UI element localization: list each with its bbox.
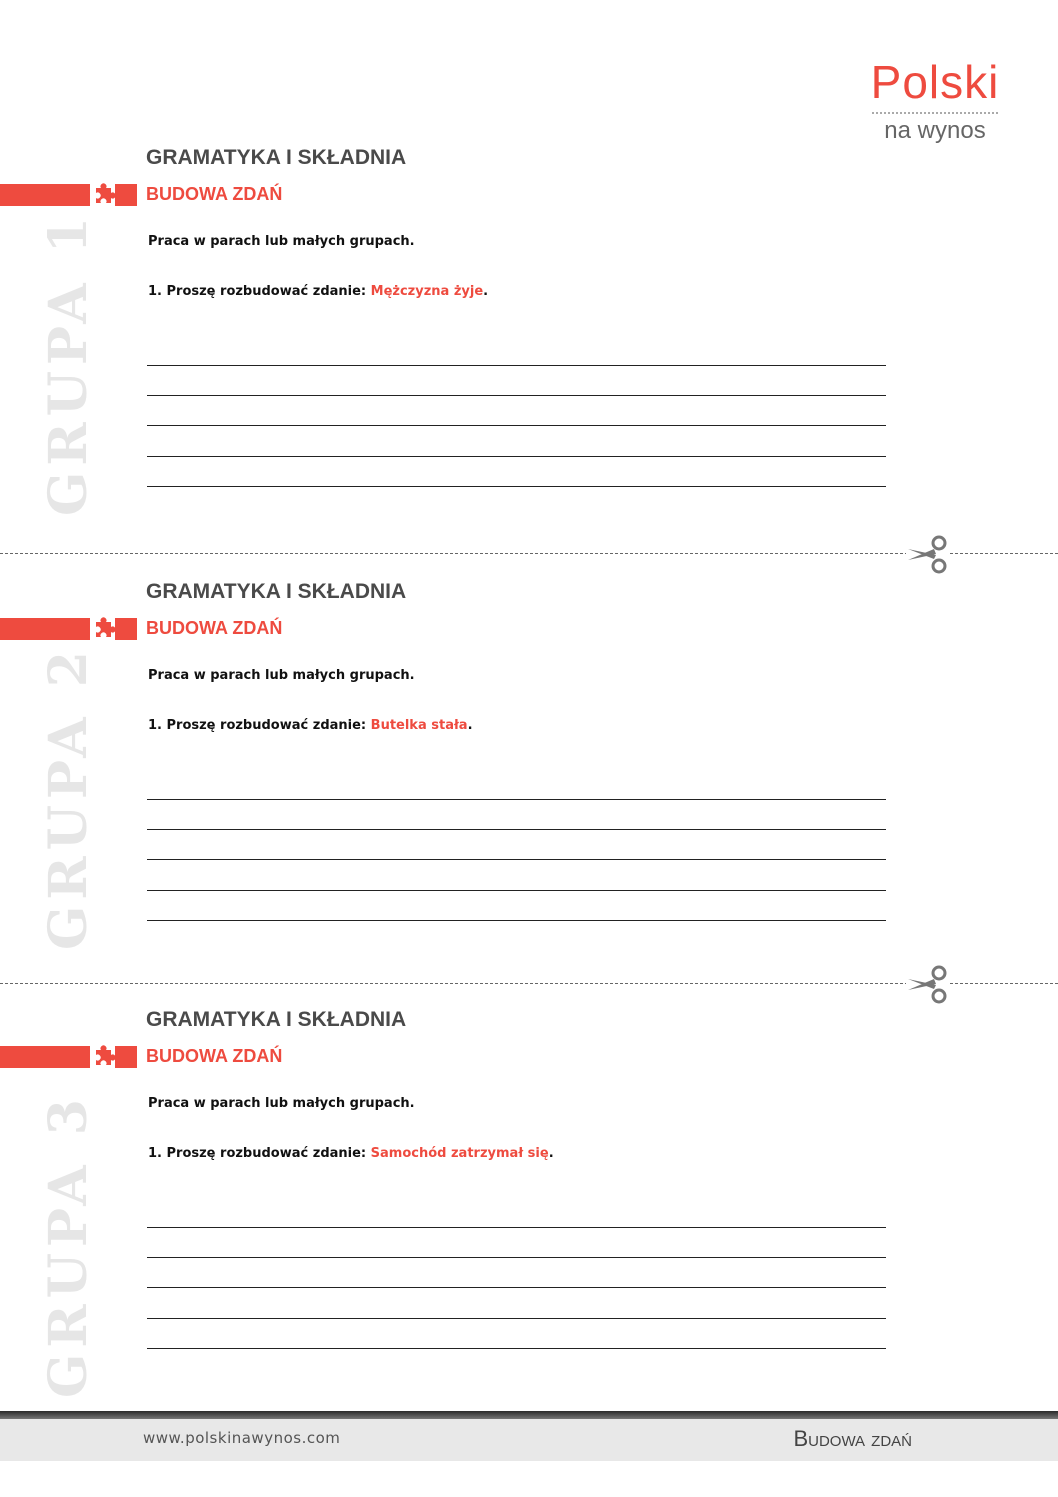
group-1-label: GRUPA 1	[38, 211, 99, 516]
writing-line[interactable]	[147, 1318, 886, 1319]
writing-line[interactable]	[147, 395, 886, 396]
section-subtitle: BUDOWA ZDAŃ	[146, 184, 283, 204]
section-title: GRAMATYKA I SKŁADNIA	[146, 146, 407, 169]
section-title: GRAMATYKA I SKŁADNIA	[146, 1008, 407, 1031]
puzzle-piece-icon	[90, 1042, 116, 1070]
writing-line[interactable]	[147, 365, 886, 366]
accent-band	[0, 1046, 90, 1068]
footer-divider	[0, 1411, 1058, 1419]
section-subtitle: BUDOWA ZDAŃ	[146, 618, 283, 638]
task-sentence: Samochód zatrzymał się	[370, 1146, 549, 1161]
task-text	[148, 718, 473, 733]
writing-line[interactable]	[147, 1227, 886, 1228]
task-prefix: 1. Proszę rozbudować zdanie:	[148, 284, 371, 299]
task-text	[148, 284, 488, 299]
accent-band	[0, 184, 90, 206]
section-subtitle: BUDOWA ZDAŃ	[146, 1046, 283, 1066]
task-prefix: 1. Proszę rozbudować zdanie:	[148, 1146, 371, 1161]
writing-line[interactable]	[147, 456, 886, 457]
accent-square	[115, 618, 137, 640]
scissors-icon	[906, 965, 950, 1005]
puzzle-piece-icon	[90, 180, 116, 208]
task-suffix: .	[548, 1146, 554, 1161]
scissors-icon	[906, 535, 950, 575]
accent-band	[0, 618, 90, 640]
writing-line[interactable]	[147, 425, 886, 426]
cut-line	[0, 553, 1058, 554]
writing-line[interactable]	[147, 1287, 886, 1288]
writing-line[interactable]	[147, 486, 886, 487]
footer-url[interactable]: www.polskinawynos.com	[143, 1429, 341, 1447]
group-2-section	[0, 580, 1058, 1010]
writing-line[interactable]	[147, 1348, 886, 1349]
cut-line	[0, 983, 1058, 984]
accent-square	[115, 1046, 137, 1068]
instruction-text: Praca w parach lub małych grupach.	[148, 234, 415, 249]
footer-title: Budowa zdań	[793, 1426, 912, 1451]
writing-line[interactable]	[147, 829, 886, 830]
task-prefix: 1. Proszę rozbudować zdanie:	[148, 718, 371, 733]
instruction-text: Praca w parach lub małych grupach.	[148, 668, 415, 683]
group-2-label: GRUPA 2	[38, 645, 99, 950]
writing-line[interactable]	[147, 799, 886, 800]
writing-line[interactable]	[147, 1257, 886, 1258]
task-suffix: .	[467, 718, 473, 733]
puzzle-piece-icon	[90, 614, 116, 642]
task-sentence: Butelka stała	[370, 718, 468, 733]
accent-square	[115, 184, 137, 206]
logo-sub-text: na wynos	[884, 117, 986, 144]
writing-line[interactable]	[147, 890, 886, 891]
group-1-section	[0, 146, 1058, 576]
section-title: GRAMATYKA I SKŁADNIA	[146, 580, 407, 603]
writing-line[interactable]	[147, 920, 886, 921]
logo-main-text: Polski	[870, 56, 1000, 108]
task-text	[148, 1146, 554, 1161]
writing-line[interactable]	[147, 859, 886, 860]
task-sentence: Mężczyzna żyje	[370, 284, 484, 299]
group-3-label: GRUPA 3	[38, 1093, 99, 1398]
logo-divider	[872, 112, 998, 114]
instruction-text: Praca w parach lub małych grupach.	[148, 1096, 415, 1111]
task-suffix: .	[483, 284, 489, 299]
group-3-section	[0, 1008, 1058, 1438]
polski-na-wynos-logo	[868, 56, 1002, 146]
